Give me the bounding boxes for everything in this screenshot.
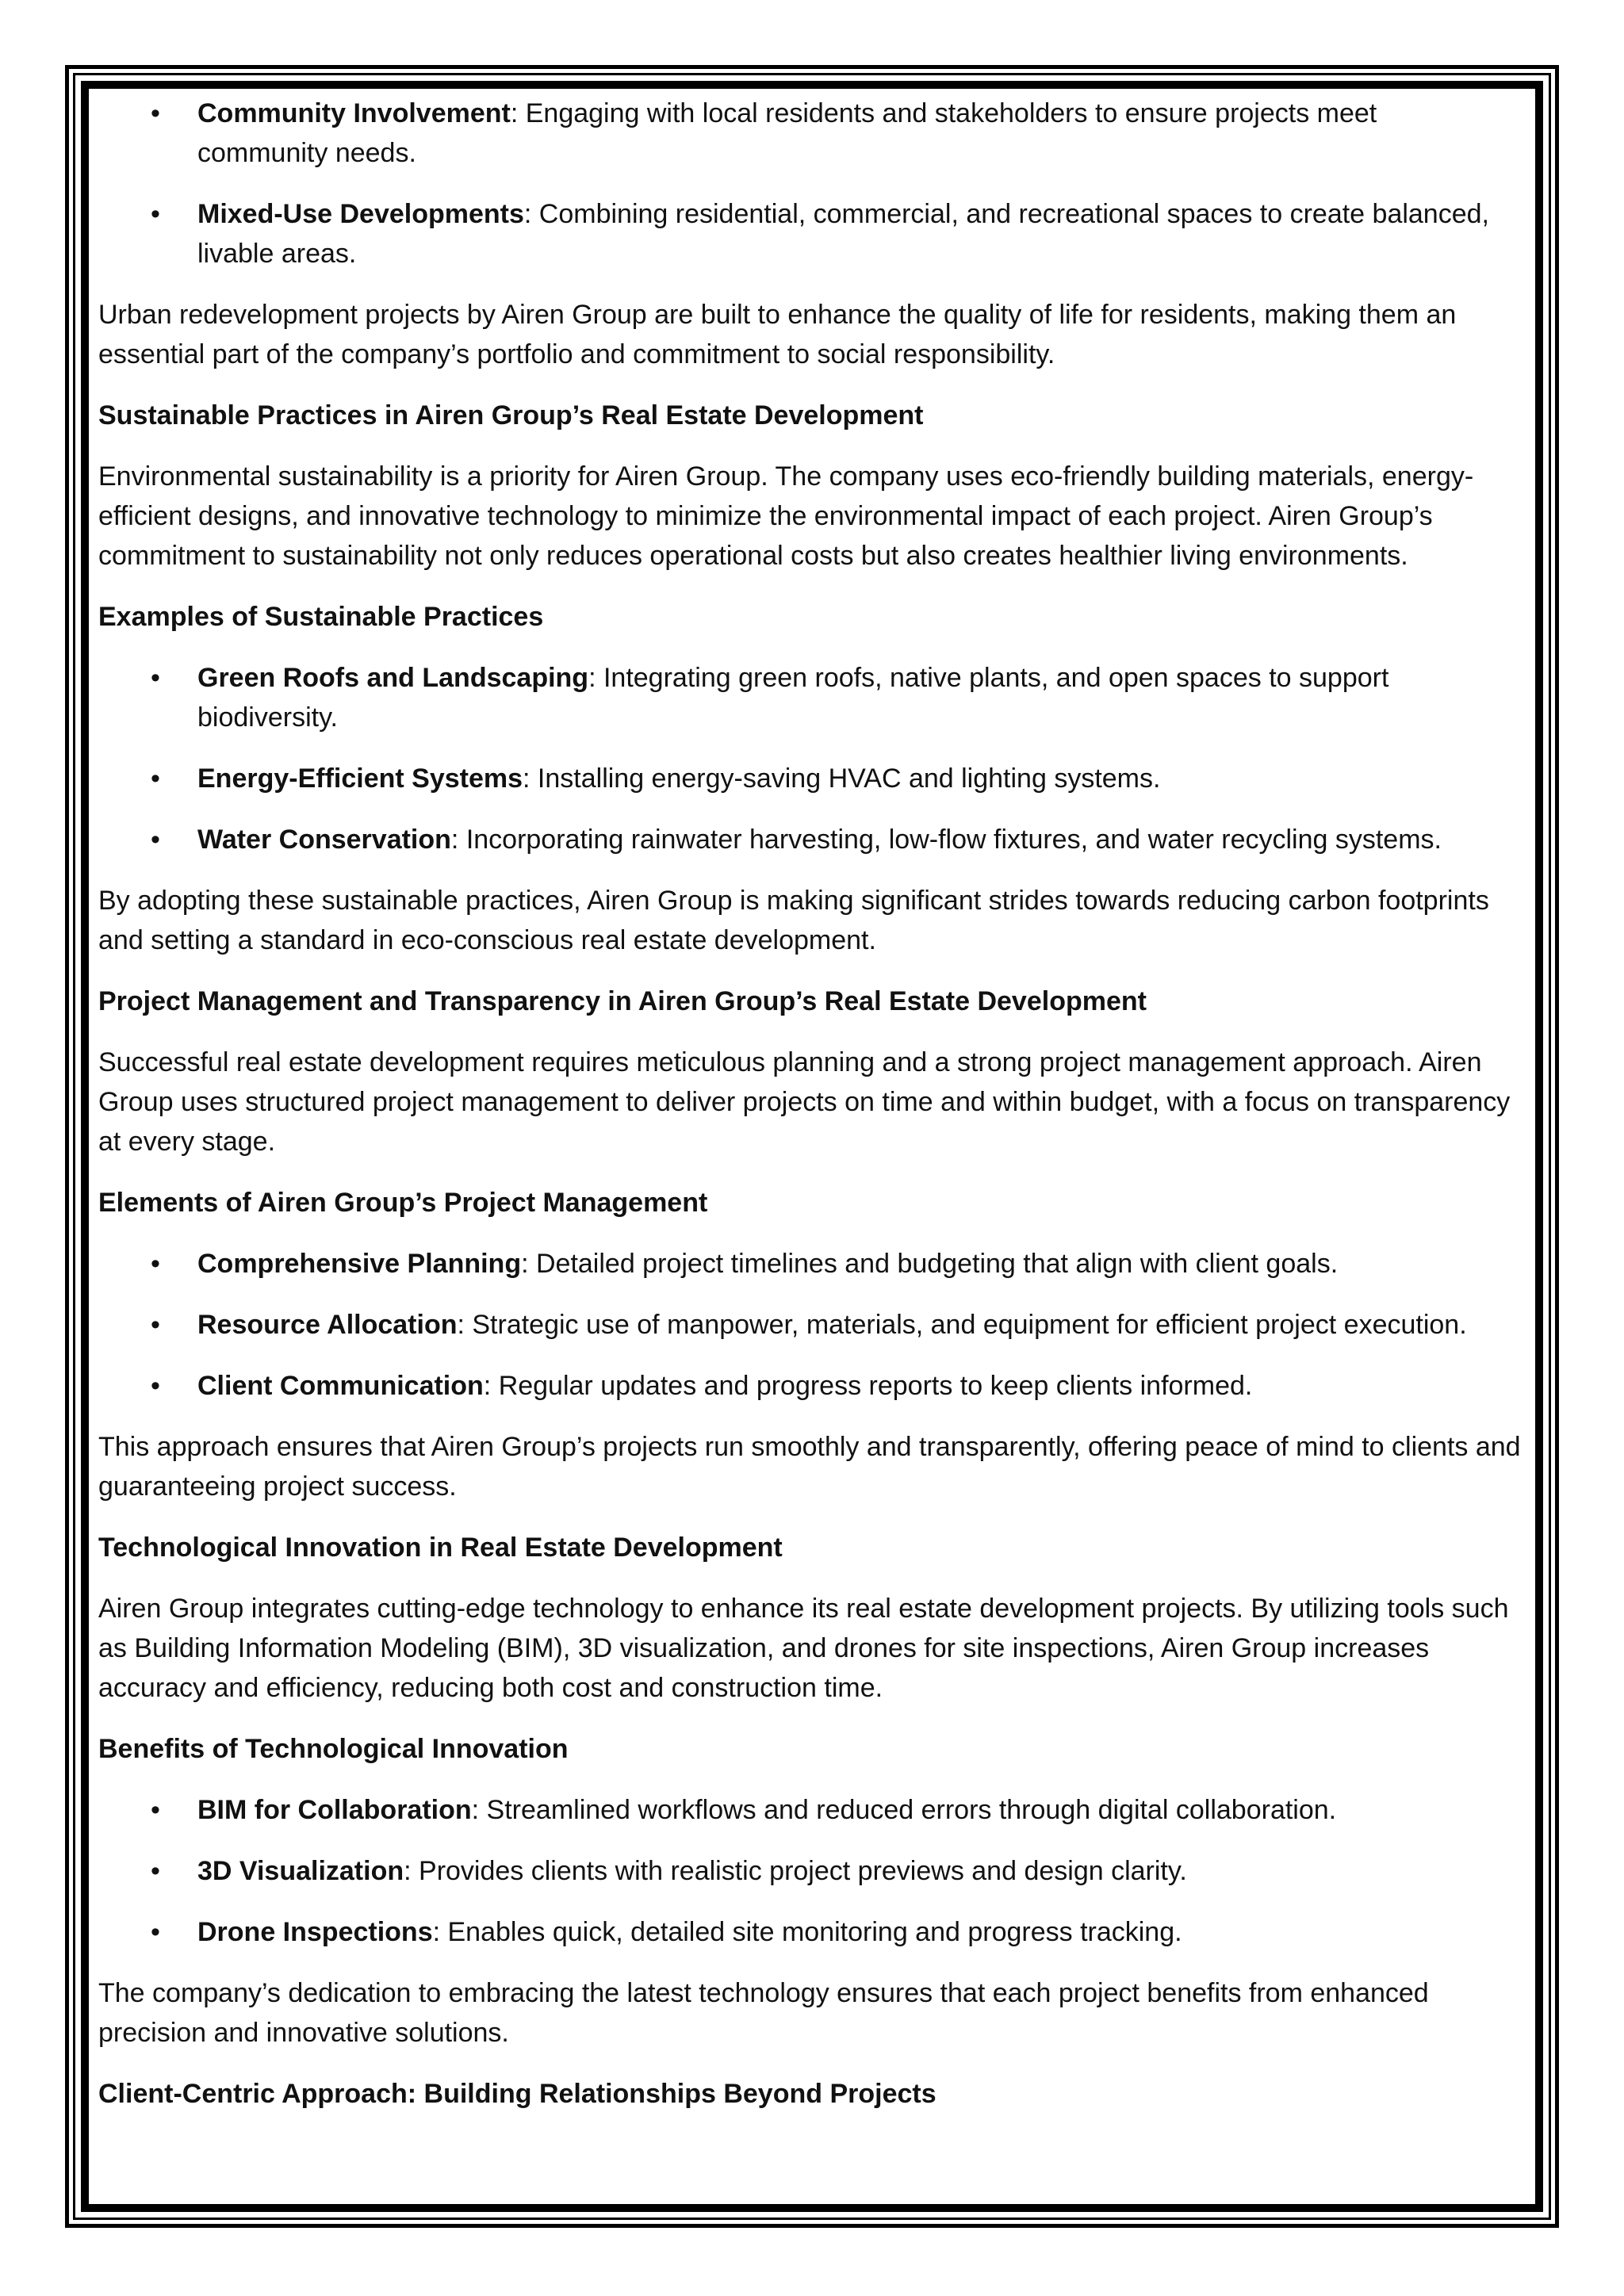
list-item-desc: : Incorporating rainwater harvesting, low-flow fixtures, and water recycling systems. — [450, 825, 1442, 855]
list-item-desc: : Strategic use of manpower, materials, and equipment for efficient project execution. — [457, 1310, 1467, 1340]
list-item-term: BIM for Collaboration — [197, 1795, 472, 1825]
list-item — [98, 1366, 1526, 1406]
list-item-desc: : Provides clients with realistic project previews and design clarity. — [404, 1856, 1187, 1886]
subheading-technology-benefits: Benefits of Technological Innovation — [98, 1734, 569, 1764]
list-item — [98, 820, 1526, 859]
paragraph-project-management-intro: Successful real estate development requires meticulous planning and a strong project management approach. Airen Group uses structured project management to deliver projects on time and within budget, with a focus on transparency at every stage. — [98, 1047, 1511, 1157]
heading-technological-innovation: Technological Innovation in Real Estate Development — [98, 1533, 783, 1563]
list-item-desc: : Engaging with local residents and stakeholders to ensure projects meet community needs. — [197, 98, 1377, 168]
list-item — [98, 1912, 1526, 1952]
list-item-desc: : Combining residential, commercial, and recreational spaces to create balanced, livable areas. — [197, 199, 1489, 269]
list-item-desc: : Detailed project timelines and budgeting that align with client goals. — [521, 1249, 1339, 1279]
bullet-icon: • — [151, 98, 160, 128]
list-item-term: Energy-Efficient Systems — [197, 763, 523, 794]
list-item — [98, 1305, 1526, 1345]
list-item — [98, 194, 1526, 274]
list-item-term: Client Communication — [197, 1371, 484, 1401]
paragraph-technology-summary: The company’s dedication to embracing the latest technology ensures that each project benefits from enhanced precision and innovative solutions. — [98, 1978, 1429, 2048]
bullet-list-sustainable — [98, 658, 1526, 859]
list-item-term: Comprehensive Planning — [197, 1249, 522, 1279]
bullet-icon: • — [151, 825, 160, 855]
list-item — [98, 759, 1526, 798]
bullet-icon: • — [151, 1310, 160, 1340]
list-item — [98, 1244, 1526, 1284]
subheading-project-management-elements: Elements of Airen Group’s Project Management — [98, 1188, 708, 1218]
bullet-icon: • — [151, 763, 160, 794]
list-item-term: Drone Inspections — [197, 1917, 433, 1947]
bullet-list-project-management — [98, 1244, 1526, 1406]
heading-project-management: Project Management and Transparency in Airen Group’s Real Estate Development — [98, 986, 1147, 1016]
paragraph-technology-intro: Airen Group integrates cutting-edge technology to enhance its real estate development projects. By utilizing tools such as Building Information Modeling (BIM), 3D visualization, and drones for site inspections, Airen Group increases accuracy and efficiency, reducing both cost and construction time. — [98, 1594, 1509, 1703]
bullet-icon: • — [151, 199, 160, 229]
bullet-icon: • — [151, 663, 160, 693]
bullet-icon: • — [151, 1917, 160, 1947]
list-item — [98, 1790, 1526, 1830]
list-item-desc: : Regular updates and progress reports to keep clients informed. — [483, 1371, 1253, 1401]
list-item-desc: : Enables quick, detailed site monitoring and progress tracking. — [432, 1917, 1182, 1947]
document-body — [98, 94, 1526, 2135]
heading-sustainable-practices: Sustainable Practices in Airen Group’s Real Estate Development — [98, 400, 924, 430]
list-item-term: 3D Visualization — [197, 1856, 404, 1886]
list-item-term: Water Conservation — [197, 825, 451, 855]
bullet-icon: • — [151, 1856, 160, 1886]
paragraph-urban-summary: Urban redevelopment projects by Airen Group are built to enhance the quality of life for residents, making them an essential part of the company’s portfolio and commitment to social responsibility. — [98, 300, 1457, 369]
paragraph-sustainability-summary: By adopting these sustainable practices, Airen Group is making significant strides towards reducing carbon footprints and setting a standard in eco-conscious real estate development. — [98, 886, 1489, 955]
list-item-desc: : Integrating green roofs, native plants, and open spaces to support biodiversity. — [197, 663, 1389, 733]
subheading-sustainable-examples: Examples of Sustainable Practices — [98, 602, 544, 632]
paragraph-sustainability-intro: Environmental sustainability is a priority for Airen Group. The company uses eco-friendly building materials, energy-efficient designs, and innovative technology to minimize the environmental impact of each project. Airen Group’s commitment to sustainability not only reduces operational costs but also creates healthier living environments. — [98, 461, 1474, 571]
bullet-icon: • — [151, 1795, 160, 1825]
bullet-list-urban — [98, 94, 1526, 274]
list-item — [98, 658, 1526, 737]
list-item-desc: : Installing energy-saving HVAC and lighting systems. — [523, 763, 1161, 794]
list-item-term: Community Involvement — [197, 98, 511, 128]
bullet-list-technology — [98, 1790, 1526, 1952]
list-item-desc: : Streamlined workflows and reduced errors through digital collaboration. — [471, 1795, 1337, 1825]
list-item — [98, 1851, 1526, 1891]
heading-client-centric-approach: Client-Centric Approach: Building Relationships Beyond Projects — [98, 2079, 936, 2109]
list-item-term: Mixed-Use Developments — [197, 199, 524, 229]
list-item-term: Green Roofs and Landscaping — [197, 663, 589, 693]
list-item-term: Resource Allocation — [197, 1310, 458, 1340]
list-item — [98, 94, 1526, 173]
bullet-icon: • — [151, 1249, 160, 1279]
paragraph-project-management-summary: This approach ensures that Airen Group’s projects run smoothly and transparently, offering peace of mind to clients and guaranteeing project success. — [98, 1432, 1521, 1502]
bullet-icon: • — [151, 1371, 160, 1401]
